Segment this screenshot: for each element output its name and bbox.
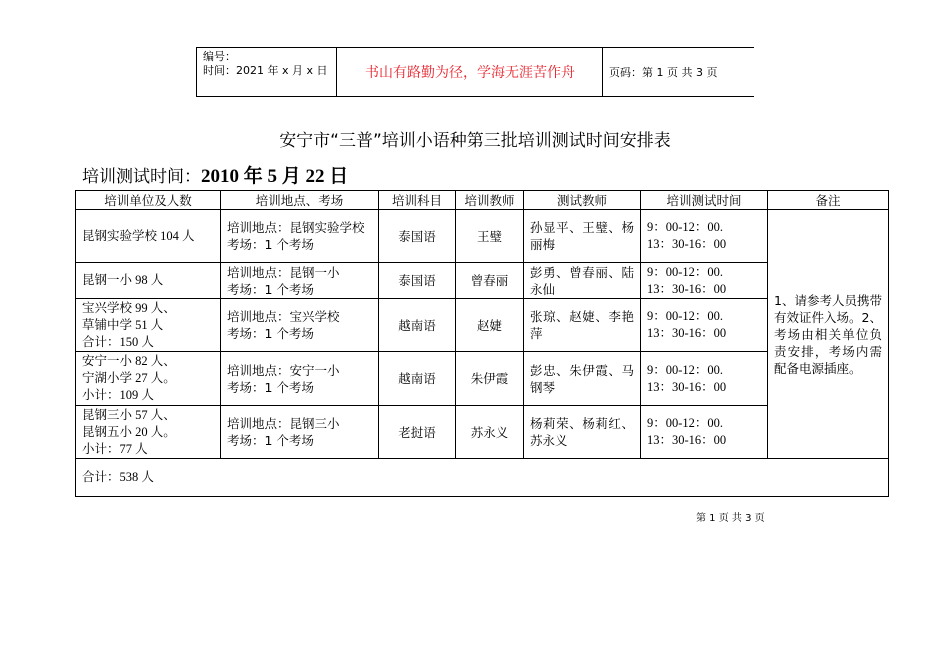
time-line: 13：30-16：00 [647, 433, 727, 447]
time-line: 9：00-12：00. [647, 309, 724, 323]
time-line: 13：30-16：00 [647, 379, 727, 394]
trainer-cell: 朱伊霞 [456, 352, 524, 406]
test-date-label: 培训测试时间： [82, 167, 201, 187]
schedule-table [75, 190, 889, 497]
testers-cell: 彭忠、朱伊霞、马钢琴 [524, 352, 641, 406]
total-row [76, 459, 889, 497]
test-date-value: 2010 年 5 月 22 日 [201, 166, 349, 187]
location-cell [221, 210, 379, 263]
unit-cell [76, 299, 221, 352]
subject-cell: 越南语 [379, 352, 456, 406]
subject-cell: 越南语 [379, 299, 456, 352]
exam-room-line: 考场：1 个考场 [227, 433, 314, 448]
table-header-row [76, 191, 889, 210]
time-line: 9：00-12：00. [647, 264, 724, 279]
subject-cell: 泰国语 [379, 210, 456, 263]
header-motto: 书山有路勤为径，学海无涯苦作舟 [338, 48, 603, 96]
unit-cell [76, 210, 221, 263]
table-row [76, 299, 889, 352]
subject-cell: 老挝语 [379, 406, 456, 459]
unit-line: 昆钢三小 57 人、 [82, 407, 176, 422]
location-line: 培训地点：昆钢一小 [227, 264, 340, 280]
unit-line: 昆钢一小 98 人 [82, 273, 164, 287]
unit-line: 宝兴学校 99 人、 [82, 300, 176, 315]
subject-cell: 泰国语 [379, 263, 456, 299]
time-line: 13：30-16：00 [647, 281, 727, 296]
table-row [76, 352, 889, 406]
header-meta-cell [196, 48, 337, 96]
time-line: 9：00-12：00. [647, 220, 724, 234]
location-cell [221, 406, 379, 459]
unit-line: 宁湖小学 27 人。 [82, 371, 176, 385]
test-date-line [82, 161, 348, 188]
unit-cell [76, 263, 221, 299]
column-header: 测试教师 [524, 191, 641, 210]
column-header: 培训科目 [379, 191, 456, 210]
time-line: 13：30-16：00 [647, 237, 727, 251]
unit-line: 昆钢实验学校 104 人 [82, 228, 195, 243]
column-header: 培训地点、考场 [221, 191, 379, 210]
testers-cell: 张琼、赵婕、李艳萍 [524, 299, 641, 352]
location-line: 培训地点：宝兴学校 [227, 309, 340, 324]
exam-room-line: 考场：1 个考场 [227, 379, 314, 395]
unit-line: 合计：150 人 [82, 334, 154, 349]
exam-room-line: 考场：1 个考场 [227, 237, 314, 252]
unit-line: 小计：109 人 [82, 388, 154, 402]
document-title: 安宁市“三普”培训小语种第三批培训测试时间安排表 [279, 131, 671, 151]
location-cell [221, 352, 379, 406]
table-row [76, 210, 889, 263]
time-cell [641, 299, 768, 352]
unit-line: 安宁一小 82 人、 [82, 354, 176, 368]
header-number-label: 编号： [203, 50, 236, 63]
testers-cell: 彭勇、曾春丽、陆永仙 [524, 263, 641, 299]
time-cell [641, 210, 768, 263]
column-header: 培训测试时间 [641, 191, 768, 210]
table-row [76, 406, 889, 459]
trainer-cell: 曾春丽 [456, 263, 524, 299]
exam-room-line: 考场：1 个考场 [227, 281, 314, 297]
location-line: 培训地点：安宁一小 [227, 362, 340, 378]
total-cell: 合计：538 人 [76, 459, 889, 497]
time-line: 13：30-16：00 [647, 326, 727, 340]
testers-cell: 杨莉荣、杨莉红、苏永义 [524, 406, 641, 459]
unit-cell [76, 352, 221, 406]
table-row [76, 263, 889, 299]
time-cell [641, 263, 768, 299]
unit-line: 草铺中学 51 人 [82, 317, 164, 332]
unit-line: 昆钢五小 20 人。 [82, 424, 176, 439]
trainer-cell: 王璧 [456, 210, 524, 263]
location-line: 培训地点：昆钢三小 [227, 416, 340, 431]
column-header: 备注 [768, 191, 889, 210]
time-cell [641, 406, 768, 459]
trainer-cell: 苏永义 [456, 406, 524, 459]
location-line: 培训地点：昆钢实验学校 [227, 220, 365, 235]
location-cell [221, 299, 379, 352]
header-page-code: 页码：第 1 页 共 3 页 [609, 66, 718, 79]
column-header: 培训教师 [456, 191, 524, 210]
unit-line: 小计：77 人 [82, 441, 148, 456]
unit-cell [76, 406, 221, 459]
page-footer: 第 1 页 共 3 页 [696, 513, 765, 524]
header-time-label: 时间：2021 年 x 月 x 日 [203, 64, 328, 77]
time-line: 9：00-12：00. [647, 416, 724, 430]
trainer-cell: 赵婕 [456, 299, 524, 352]
document-header [196, 47, 754, 97]
location-cell [221, 263, 379, 299]
time-cell [641, 352, 768, 406]
time-line: 9：00-12：00. [647, 362, 724, 377]
column-header: 培训单位及人数 [76, 191, 221, 210]
remarks-cell: 1、请参考人员携带有效证件入场。2、考场由相关单位负责安排，考场内需配备电源插座。 [768, 210, 889, 459]
exam-room-line: 考场：1 个考场 [227, 326, 314, 341]
testers-cell: 孙显平、王璧、杨丽梅 [524, 210, 641, 263]
